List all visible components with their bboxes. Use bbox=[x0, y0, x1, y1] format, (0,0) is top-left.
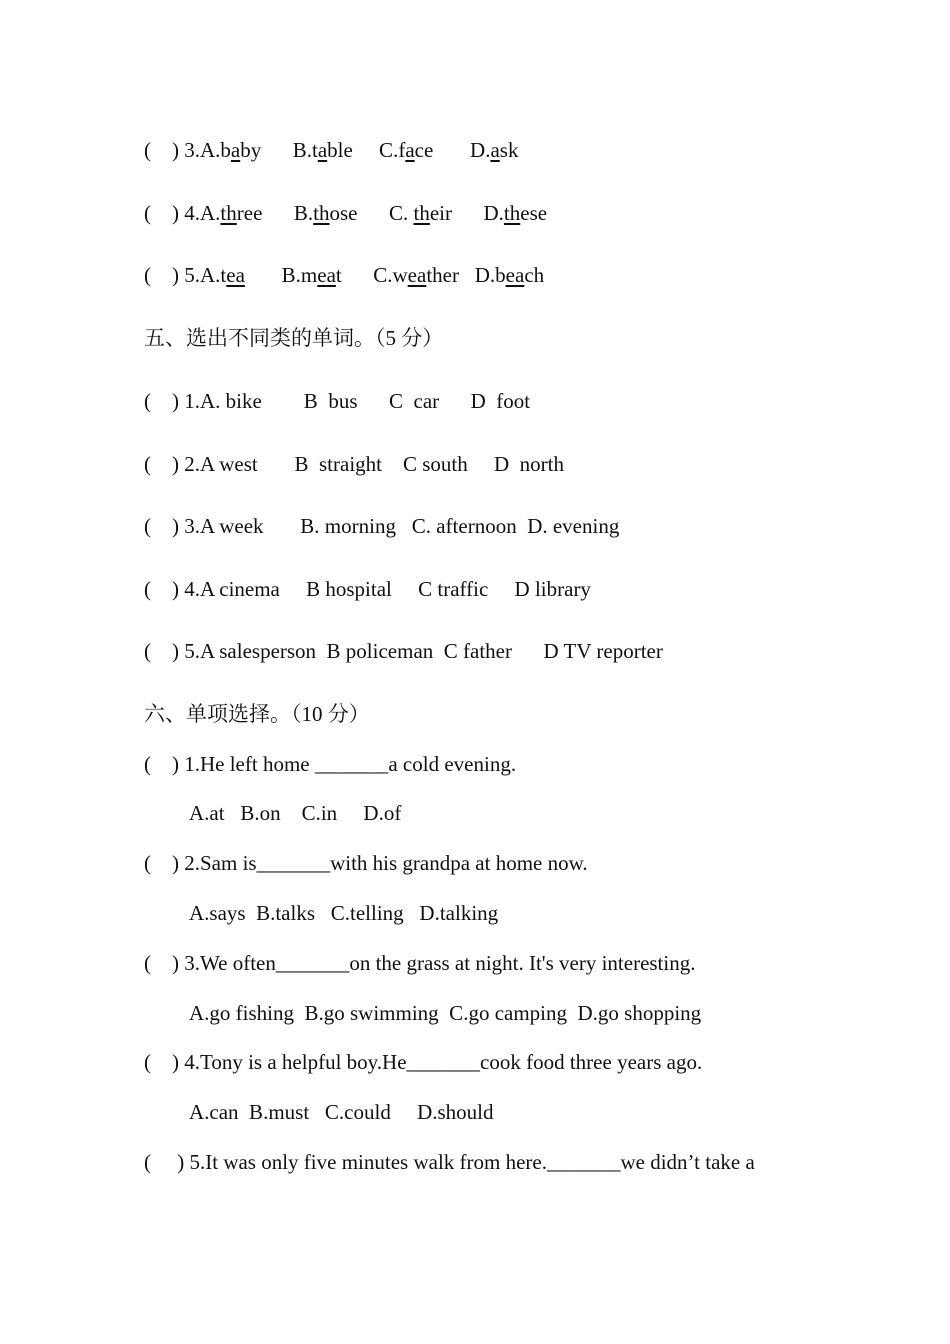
odd-word-question-2: ( ) 2.A west B straight C south D north bbox=[144, 452, 564, 476]
choice-question-4: ( ) 4.Tony is a helpful boy.He_______cook food three years ago. bbox=[144, 1050, 703, 1074]
odd-word-question-4: ( ) 4.A cinema B hospital C traffic D library bbox=[144, 577, 591, 601]
choice-question-3-options: A.go fishing B.go swimming C.go camping D.go shopping bbox=[189, 1001, 702, 1025]
pronunciation-question-5: ( ) 5.A.tea B.meat C.weather D.beach bbox=[144, 263, 545, 287]
choice-question-4-options: A.can B.must C.could D.should bbox=[189, 1100, 494, 1124]
odd-word-question-5: ( ) 5.A salesperson B policeman C father D TV reporter bbox=[144, 639, 663, 663]
section5-title: 五、选出不同类的单词。（5 分） bbox=[144, 326, 444, 350]
section6-title: 六、单项选择。（10 分） bbox=[144, 702, 370, 726]
choice-question-1: ( ) 1.He left home _______a cold evening. bbox=[144, 752, 517, 776]
odd-word-question-3: ( ) 3.A week B. morning C. afternoon D. evening bbox=[144, 514, 620, 538]
choice-question-3: ( ) 3.We often_______on the grass at night. It's very interesting. bbox=[144, 951, 696, 975]
pronunciation-question-3: ( ) 3.A.baby B.table C.face D.ask bbox=[144, 138, 519, 162]
choice-question-2-options: A.says B.talks C.telling D.talking bbox=[189, 901, 499, 925]
odd-word-question-1: ( ) 1.A. bike B bus C car D foot bbox=[144, 389, 531, 413]
choice-question-5: ( ) 5.It was only five minutes walk from here._______we didn’t take a bbox=[144, 1150, 755, 1174]
choice-question-1-options: A.at B.on C.in D.of bbox=[189, 801, 402, 825]
pronunciation-question-4: ( ) 4.A.three B.those C. their D.these bbox=[144, 201, 548, 225]
choice-question-2: ( ) 2.Sam is_______with his grandpa at home now. bbox=[144, 851, 588, 875]
